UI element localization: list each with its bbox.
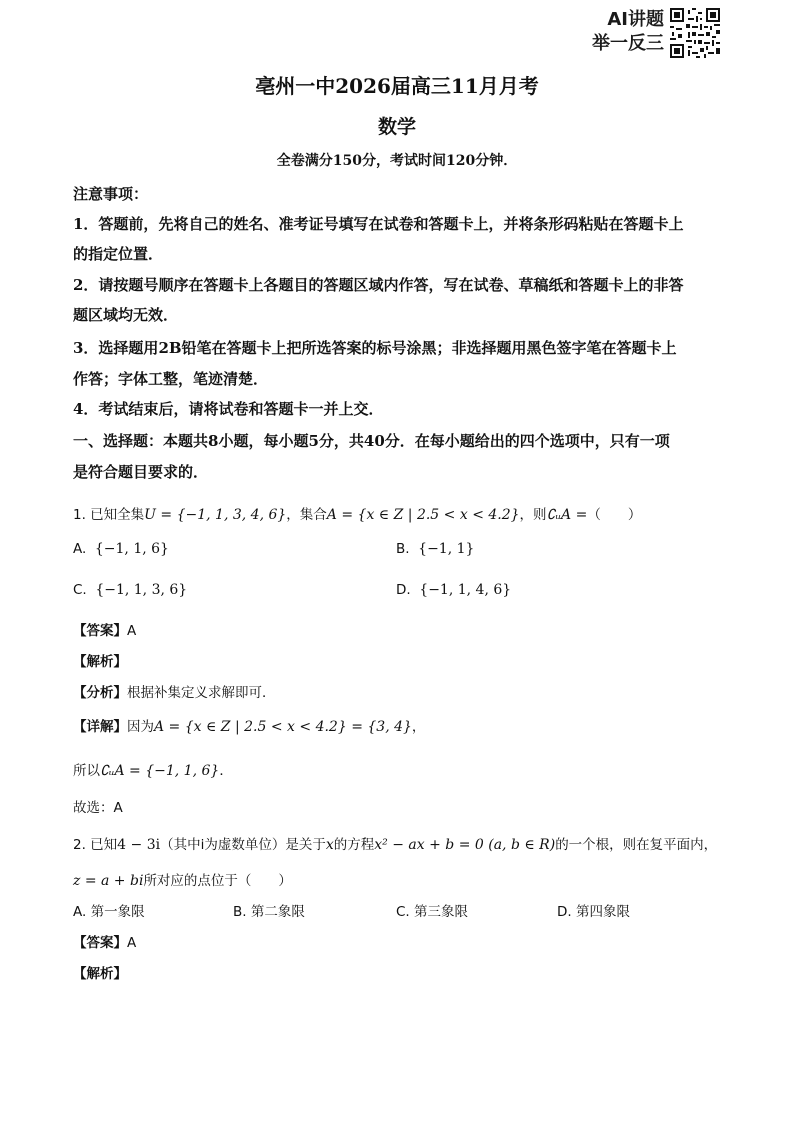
q1-choose: 故选：A — [73, 800, 123, 816]
q1-mid: ，集合 — [286, 507, 327, 523]
q1-option-d: D. {−1, 1, 4, 6} — [396, 582, 512, 598]
section1-line2: 是符合题目要求的． — [73, 463, 209, 481]
notice-heading: 注意事项： — [73, 185, 149, 203]
notice-item4: 4．考试结束后，请将试卷和答题卡一并上交． — [73, 400, 384, 418]
q2-analysis-tag: 【解析】 — [73, 966, 127, 982]
q2-stem-line2: z = a + bi所对应的点位于（ ） — [73, 873, 292, 889]
badge-text — [578, 8, 664, 56]
qr-code-icon[interactable] — [670, 8, 720, 58]
q1-option-a: A. {−1, 1, 6} — [73, 541, 169, 557]
notice-item1-line2: 的指定位置． — [73, 245, 164, 263]
subject-title: 数学 — [377, 116, 416, 138]
q2-answer: 【答案】A — [73, 935, 137, 951]
q1-so: 所以∁ᵤA = {−1, 1, 6}． — [73, 763, 233, 779]
q2-stem: 2. 已知4 − 3i（其中i为虚数单位）是关于x的方程x² − ax + b = 0 (a, b ∈ R)的一个根，则在复平面内， — [73, 837, 718, 853]
badge-line1: AI讲题 — [607, 9, 664, 30]
q1-analysis-tag: 【解析】 — [73, 654, 127, 670]
q1-paren: （ ） — [587, 507, 642, 523]
q1-answer: 【答案】A — [73, 623, 137, 639]
q1-option-b: B. {−1, 1} — [396, 541, 475, 557]
q1-prefix: 1. 已知全集 — [73, 507, 145, 523]
q1-stem — [73, 503, 641, 523]
notice-item1-line1: 1．答题前，先将自己的姓名、准考证号填写在试卷和答题卡上，并将条形码粘贴在答题卡上 — [73, 215, 684, 233]
notice-item3-line1: 3．选择题用2B铅笔在答题卡上把所选答案的标号涂黑；非选择题用黑色签字笔在答题卡上 — [73, 339, 677, 357]
q1-set-u: U = {−1, 1, 3, 4, 6} — [144, 507, 287, 523]
q1-fenxi: 【分析】根据补集定义求解即可． — [73, 685, 276, 701]
ai-badge[interactable] — [578, 8, 723, 58]
section1-line1: 一、选择题：本题共8小题，每小题5分，共40分．在每小题给出的四个选项中，只有一项 — [73, 432, 670, 450]
q2-option-d: D. 第四象限 — [557, 904, 630, 920]
q2-option-c: C. 第三象限 — [396, 904, 469, 920]
q1-mid2: ，则 — [519, 507, 547, 523]
q1-detail: 【详解】因为A = {x ∈ Z | 2.5 < x < 4.2} = {3, 4}， — [73, 719, 426, 735]
notice-item2-line1: 2．请按题号顺序在答题卡上各题目的答题区域内作答，写在试卷、草稿纸和答题卡上的非答 — [73, 276, 684, 294]
exam-info: 全卷满分150分，考试时间120分钟． — [276, 153, 518, 169]
q2-option-a: A. 第一象限 — [73, 904, 145, 920]
q1-complement: ∁ᵤA = — [546, 507, 588, 523]
badge-line2: 举一反三 — [592, 33, 664, 54]
q1-set-a: A = {x ∈ Z | 2.5 < x < 4.2} — [326, 507, 520, 523]
exam-title: 亳州一中2026届高三11月月考 — [255, 74, 539, 98]
q1-option-c: C. {−1, 1, 3, 6} — [73, 582, 188, 598]
notice-item3-line2: 作答；字体工整，笔迹清楚． — [73, 370, 269, 388]
q2-option-b: B. 第二象限 — [233, 904, 305, 920]
notice-item2-line2: 题区域均无效． — [73, 306, 179, 324]
